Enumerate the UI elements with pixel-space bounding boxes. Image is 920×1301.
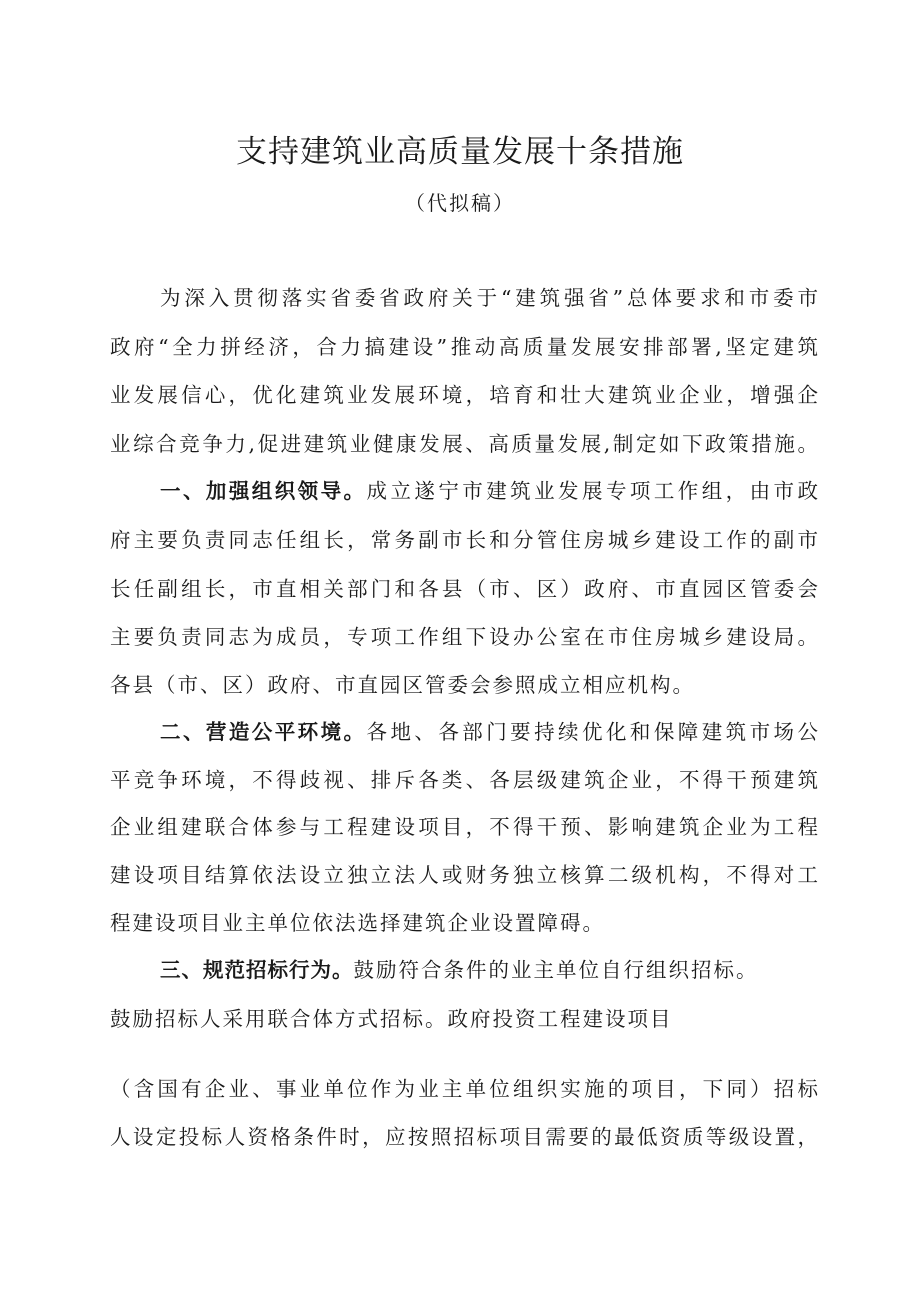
section-heading: 三、规范招标行为。: [160, 958, 354, 982]
document-subtitle: （代拟稿）: [405, 191, 515, 215]
paragraph-line: 企业组建联合体参与工程建设项目，不得干预、影响建筑企业为工程: [110, 815, 820, 839]
section-text: 各地、各部门要持续优化和保障建筑市场公: [366, 720, 820, 744]
paragraph-line: 业发展信心，优化建筑业发展环境，培育和壮大建筑业企业，增强企: [110, 383, 820, 407]
paragraph-line: 主要负责同志为成员，专项工作组下设办公室在市住房城乡建设局。: [110, 625, 820, 649]
paragraph-line: 长任副组长，市直相关部门和各县（市、区）政府、市直园区管委会: [110, 577, 820, 601]
paragraph-line: 程建设项目业主单位依法选择建筑企业设置障碍。: [110, 911, 605, 935]
section-text: 鼓励符合条件的业主单位自行组织招标。: [353, 958, 759, 982]
paragraph-line: 人设定投标人资格条件时，应按照招标项目需要的最低资质等级设置，: [110, 1125, 820, 1149]
paragraph-line: 各县（市、区）政府、市直园区管委会参照成立相应机构。: [110, 673, 695, 697]
paragraph-line: 建设项目结算依法设立独立法人或财务独立核算二级机构，不得对工: [110, 863, 820, 887]
paragraph-line: （含国有企业、事业单位作为业主单位组织实施的项目，下同）招标: [110, 1077, 820, 1101]
paragraph-line: 政府“全力拼经济，合力搞建设”推动高质量发展安排部署,坚定建筑: [110, 335, 820, 359]
section-first-line: [160, 477, 820, 505]
document-title: 支持建筑业高质量发展十条措施: [236, 134, 684, 170]
section-heading: 一、加强组织领导。: [160, 479, 367, 503]
paragraph-line: 府主要负责同志任组长，常务副市长和分管住房城乡建设工作的副市: [110, 528, 820, 552]
paragraph-line: 为深入贯彻落实省委省政府关于“建筑强省”总体要求和市委市: [160, 286, 820, 310]
paragraph-line: 业综合竞争力,促进建筑业健康发展、高质量发展,制定如下政策措施。: [110, 432, 820, 456]
section-text: 成立遂宁市建筑业发展专项工作组，由市政: [366, 479, 820, 503]
section-first-line: [160, 718, 820, 746]
paragraph-line: 平竞争环境，不得歧视、排斥各类、各层级建筑企业，不得干预建筑: [110, 768, 820, 792]
paragraph-line: 鼓励招标人采用联合体方式招标。政府投资工程建设项目: [110, 1007, 673, 1031]
section-first-line: [160, 956, 820, 984]
section-heading: 二、营造公平环境。: [160, 720, 367, 744]
